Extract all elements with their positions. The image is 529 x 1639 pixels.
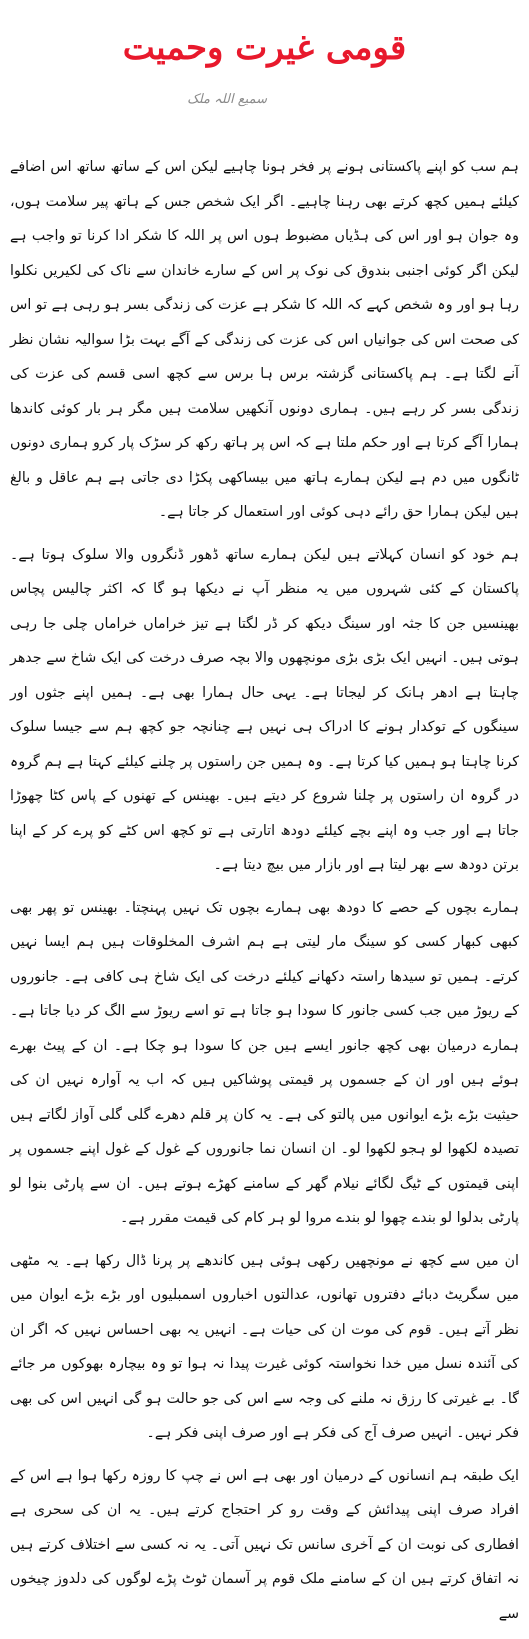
- paragraph: ایک طبقہ ہم انسانوں کے درمیان اور بھی ہے اس نے چپ کا روزہ رکھا ہوا ہے اس کے افراد صرف اپنی پیدائش کے وقت رو کر احتجاج کرتے ہیں۔ یہ ان کی سحری ہے افطاری کی نوبت ان کے آخری سانس تک نہیں آتی۔ یہ نہ کسی سے اختلاف کرتے ہیں نہ اتفاق کرتے ہیں ان کے سامنے ملک قوم پر آسمان ٹوٹ پڑے لوگوں کی دلدوز چیخوں سے: [10, 1467, 519, 1622]
- paragraph: ہم خود کو انسان کہلاتے ہیں لیکن ہمارے ساتھ ڈھور ڈنگروں والا سلوک ہوتا ہے۔ پاکستان کے کئی شہروں میں یہ منظر آپ نے دیکھا ہو گا کہ اکثر چالیس پچاس بھینسیں جن کا جثہ اور سینگ دیکھ کر ڈر لگتا ہے تیز خراماں خراماں چلی جا رہی ہوتی ہیں۔ انہیں ایک بڑی بڑی مونچھوں والا بچہ صرف درخت کی ایک شاخ سے جدھر چاہتا ہے ادھر ہانک کر لیجاتا ہے۔ یہی حال ہمارا بھی ہے۔ ہمیں اپنے جثوں اور سینگوں کے توکدار ہونے کا ادراک ہی نہیں ہے چنانچہ جو کچھ ہم سے جیسا سلوک کرنا چاہتا ہو ہمیں کیا کرتا ہے۔ وہ ہمیں جن راستوں پر چلنے کیلئے کہتا ہے ہم گروہ در گروہ ان راستوں پر چلنا شروع کر دیتے ہیں۔ بھینس کے تھنوں کے پاس کٹا چھوڑا جاتا ہے اور جب وہ اپنے بچے کیلئے دودھ اتارتی ہے تو کچھ اس کٹے کو پرے کر کے اپنا برتن دودھ سے بھر لیتا ہے اور بازار میں بیچ دیتا ہے۔: [10, 546, 519, 873]
- paragraph: ہم سب کو اپنے پاکستانی ہونے پر فخر ہونا چاہیے لیکن اس کے ساتھ ساتھ اس اضافے کیلئے ہمیں کچھ کرتے بھی رہنا چاہیے۔ اگر ایک شخص جس کے ہاتھ پیر سلامت ہوں، وہ جوان ہو اور اس کی ہڈیاں مضبوط ہوں اس پر اللہ کا شکر ادا کرنا تو واجب ہے لیکن اگر کوئی اجنبی بندوق کی نوک پر اس کے سارے خاندان سے ناک کی لکیریں نکلوا رہا ہو اور وہ شخص کہے کہ اللہ کا شکر ہے عزت کی زندگی بسر ہو رہی ہے تو اس کی صحت اس کی جوانیاں اس کی عزت کی زندگی کے آگے بہت بڑا سوالیہ نشان نظر آنے لگتا ہے۔ ہم پاکستانی گزشتہ برس ہا برس سے کچھ اسی قسم کی عزت کی زندگی بسر کر رہے ہیں۔ ہماری دونوں آنکھیں سلامت ہیں مگر ہر بار کوئی کاندھا ہمارا آگے کرتا ہے اور حکم ملتا ہے کہ اس پر ہاتھ رکھ کر سڑک پار کرو ہماری دونوں ٹانگوں میں دم ہے لیکن ہمارے ہاتھ میں بیساکھی پکڑا دی جاتی ہے ہم عاقل و بالغ ہیں لیکن ہمارا حق رائے دہی کوئی اور استعمال کر جاتا ہے۔: [10, 159, 519, 520]
- article-title: قومی غیرت وحمیت: [122, 28, 407, 68]
- article-body: [10, 150, 519, 1639]
- paragraph: ان میں سے کچھ نے مونچھیں رکھی ہوئی ہیں کاندھے پر پرنا ڈال رکھا ہے۔ یہ مٹھی میں سگریٹ دبائے دفتروں تھانوں، عدالتوں اخباروں اسمبلیوں اور بڑے بڑے ایوان میں نظر آتے ہیں۔ قوم کی موت ان کی حیات ہے۔ انہیں یہ بھی احساس نہیں کہ اگر ان کی آئندہ نسل میں خدا نخواستہ کوئی غیرت پیدا نہ ہوا تو وہ بیچارہ بھوکوں مر جائے گا۔ بے غیرتی کا رزق نہ ملنے کی وجہ سے اس کی جو حالت ہو گی انہیں اس کی بھی فکر نہیں۔ انہیں صرف آج کی فکر ہے اور صرف اپنی فکر ہے۔: [10, 1252, 519, 1441]
- author-name: سمیع اللہ ملک: [187, 92, 267, 107]
- paragraph: ہمارے بچوں کے حصے کا دودھ بھی ہمارے بچوں تک نہیں پہنچتا۔ بھینس تو پھر بھی کبھی کبھار کسی کو سینگ مار لیتی ہے ہم اشرف المخلوقات ہیں ہم ایسا نہیں کرتے۔ ہمیں تو سیدھا راستہ دکھانے کیلئے درخت کی ایک شاخ ہی کافی ہے۔ جانوروں کے ریوڑ میں جب کسی جانور کا سودا ہو جاتا ہے تو اسے ریوڑ سے الگ کر دیا جاتا ہے۔ ہمارے درمیان بھی کچھ جانور ایسے ہیں جن کا سودا ہو چکا ہے۔ ان کے پیٹ بھرے ہوئے ہیں اور ان کے جسموں پر قیمتی پوشاکیں ہیں کہ اب یہ آوارہ نہیں ان کی حیثیت بڑے بڑے ایوانوں میں پالتو کی ہے۔ یہ کان پر قلم دھرے گلی گلی آواز لگاتے ہیں تصیدہ لکھوا لو ہجو لکھوا لو۔ ان انسان نما جانوروں کے غول کے غول اپنے جسموں پر اپنی قیمتوں کے ٹیگ لگائے نیلام گھر کے سامنے کھڑے ہوتے ہیں۔ ان سے پارٹی بنوا لو پارٹی بدلوا لو بندے چھوا لو بندے مروا لو ہر کام کی قیمت مقرر ہے۔: [10, 899, 519, 1226]
